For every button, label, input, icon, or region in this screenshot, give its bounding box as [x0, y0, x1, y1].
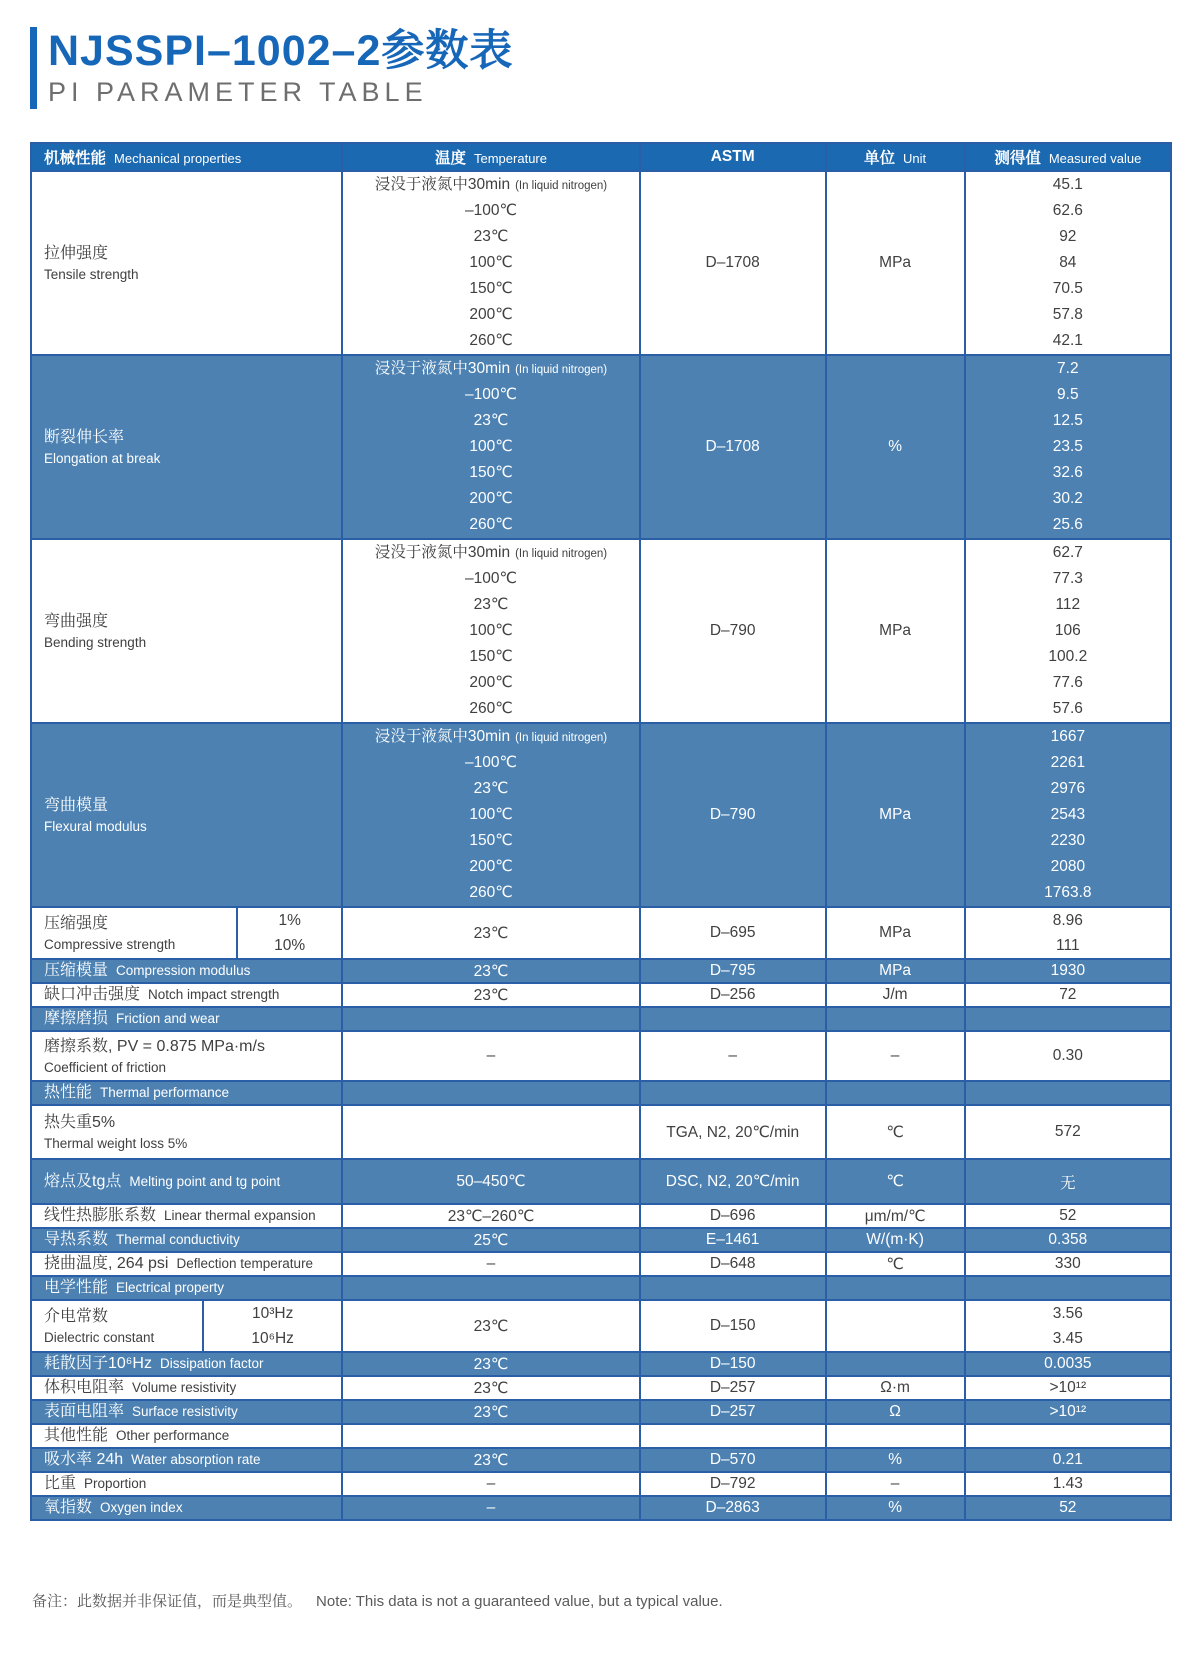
list-line: 10³Hz: [251, 1305, 294, 1322]
section-header-electrical: [31, 1276, 1171, 1300]
temperature-cell: 23℃: [342, 907, 640, 959]
temp-line: 23℃: [473, 412, 509, 429]
row-dissipation-factor: [31, 1352, 1171, 1376]
temperature-cell: [342, 171, 640, 355]
list-line: 2261: [1050, 754, 1086, 771]
unit-cell: %: [826, 1496, 965, 1520]
section-label: 其他性能 Other performance: [31, 1424, 342, 1448]
unit-cell: MPa: [826, 171, 965, 355]
temp-line: 150℃: [469, 648, 513, 665]
temperature-cell: 23℃: [342, 1300, 640, 1352]
temp-line: 150℃: [469, 280, 513, 297]
astm-cell: –: [640, 1031, 826, 1081]
list-line: 3.56: [1052, 1305, 1083, 1322]
unit-cell: ℃: [826, 1159, 965, 1204]
value-cell: [965, 1300, 1171, 1352]
list-line: 1763.8: [1044, 884, 1092, 901]
temperature-cell: 23℃: [342, 1448, 640, 1472]
temp-line-soak: 浸没于液氮中30min (In liquid nitrogen): [374, 728, 608, 745]
list-line: 7.2: [1057, 360, 1079, 377]
temp-line: 23℃: [473, 780, 509, 797]
astm-cell: D–257: [640, 1376, 826, 1400]
empty-cell: [640, 1424, 826, 1448]
property-cell: [31, 539, 342, 723]
temp-line: –100℃: [465, 570, 517, 587]
astm-cell: D–790: [640, 539, 826, 723]
row-elongation: [31, 355, 1171, 539]
value-cell: 572: [965, 1105, 1171, 1159]
row-water-absorption: [31, 1448, 1171, 1472]
unit-cell: ℃: [826, 1252, 965, 1276]
astm-cell: D–257: [640, 1400, 826, 1424]
value-cell: [965, 171, 1171, 355]
footer-note-zh: 备注：此数据并非保证值，而是典型值。: [32, 1593, 303, 1610]
empty-cell: [342, 1276, 640, 1300]
col-mechanical-en: Mechanical properties: [114, 151, 242, 166]
value-cell: 330: [965, 1252, 1171, 1276]
value-cell: [965, 355, 1171, 539]
temperature-cell: [342, 1105, 640, 1159]
empty-cell: [826, 1081, 965, 1105]
property-cell: 表面电阻率 Surface resistivity: [31, 1400, 342, 1424]
temp-line: –100℃: [465, 386, 517, 403]
property-label-zh: 压缩强度: [44, 914, 109, 932]
property-label-en: Dielectric constant: [44, 1329, 155, 1345]
unit-cell: –: [826, 1031, 965, 1081]
empty-cell: [965, 1424, 1171, 1448]
value-cell: 52: [965, 1496, 1171, 1520]
list-line: 62.6: [1052, 202, 1083, 219]
list-line: 2080: [1050, 858, 1086, 875]
value-cell: 0.21: [965, 1448, 1171, 1472]
property-cell: [31, 1300, 342, 1352]
temp-line: –100℃: [465, 754, 517, 771]
section-label: 热性能 Thermal performance: [31, 1081, 342, 1105]
temperature-cell: 23℃: [342, 1352, 640, 1376]
empty-cell: [342, 1007, 640, 1031]
value-cell: [965, 723, 1171, 907]
property-label: [32, 1301, 202, 1351]
footer-note: [32, 1590, 723, 1611]
astm-cell: D–150: [640, 1300, 826, 1352]
temperature-cell: 23℃: [342, 1376, 640, 1400]
list-line: 45.1: [1052, 176, 1083, 193]
row-compression-modulus: [31, 959, 1171, 983]
list-line: 9.5: [1057, 386, 1079, 403]
row-coefficient-friction: [31, 1031, 1171, 1081]
col-measured-en: Measured value: [1048, 151, 1142, 166]
temperature-cell: [342, 539, 640, 723]
title-block: [48, 27, 513, 109]
astm-cell: D–150: [640, 1352, 826, 1376]
row-compressive-strength: [31, 907, 1171, 959]
temp-line: 200℃: [469, 674, 513, 691]
property-label-en: Elongation at break: [44, 450, 161, 466]
list-line: 77.3: [1052, 570, 1083, 587]
astm-cell: D–790: [640, 723, 826, 907]
astm-cell: E–1461: [640, 1228, 826, 1252]
astm-cell: D–648: [640, 1252, 826, 1276]
temp-line: 260℃: [469, 516, 513, 533]
value-cell: >10¹²: [965, 1376, 1171, 1400]
temp-line-soak: 浸没于液氮中30min (In liquid nitrogen): [374, 544, 608, 561]
list-line: 2230: [1050, 832, 1086, 849]
astm-cell: D–256: [640, 983, 826, 1007]
temp-line: 260℃: [469, 700, 513, 717]
page-header: [30, 27, 513, 109]
list-line: 77.6: [1052, 674, 1083, 691]
property-label-zh: 磨擦系数, PV = 0.875 MPa·m/s: [44, 1037, 265, 1055]
temp-line-soak: 浸没于液氮中30min (In liquid nitrogen): [374, 360, 608, 377]
property-label-zh: 断裂伸长率: [44, 428, 125, 446]
property-label-zh: 拉伸强度: [44, 244, 109, 262]
value-cell: 52: [965, 1204, 1171, 1228]
property-cell: [31, 171, 342, 355]
list-line: 12.5: [1052, 412, 1083, 429]
property-cell: 线性热膨胀系数 Linear thermal expansion: [31, 1204, 342, 1228]
temp-line: 200℃: [469, 490, 513, 507]
unit-cell: %: [826, 355, 965, 539]
astm-cell: D–1708: [640, 171, 826, 355]
property-label-zh: 弯曲模量: [44, 796, 109, 814]
temperature-cell: 23℃–260℃: [342, 1204, 640, 1228]
temperature-cell: 50–450℃: [342, 1159, 640, 1204]
property-cell: [31, 907, 342, 959]
property-cell: 氧指数 Oxygen index: [31, 1496, 342, 1520]
property-cell: 挠曲温度, 264 psi Deflection temperature: [31, 1252, 342, 1276]
temp-line: 23℃: [473, 596, 509, 613]
property-label-zh: 热失重5%: [44, 1113, 116, 1131]
row-proportion: [31, 1472, 1171, 1496]
value-cell: >10¹²: [965, 1400, 1171, 1424]
col-header-astm: [640, 143, 826, 171]
empty-cell: [826, 1276, 965, 1300]
empty-cell: [826, 1424, 965, 1448]
list-line: 1667: [1050, 728, 1086, 745]
list-line: 112: [1055, 596, 1081, 613]
property-label-en: Coefficient of friction: [44, 1059, 167, 1075]
property-cell: 压缩模量 Compression modulus: [31, 959, 342, 983]
property-cell: [31, 1031, 342, 1081]
property-label-en: Compressive strength: [44, 936, 176, 952]
property-cell: 熔点及tg点 Melting point and tg point: [31, 1159, 342, 1204]
section-header-other: [31, 1424, 1171, 1448]
empty-cell: [342, 1081, 640, 1105]
temperature-cell: –: [342, 1472, 640, 1496]
temperature-cell: 25℃: [342, 1228, 640, 1252]
list-line: 25.6: [1052, 516, 1083, 533]
astm-cell: DSC, N2, 20℃/min: [640, 1159, 826, 1204]
unit-cell: Ω: [826, 1400, 965, 1424]
row-thermal-conductivity: [31, 1228, 1171, 1252]
property-cell: 体积电阻率 Volume resistivity: [31, 1376, 342, 1400]
empty-cell: [640, 1081, 826, 1105]
temp-line: 100℃: [469, 622, 513, 639]
temp-line: –100℃: [465, 202, 517, 219]
row-bending-strength: [31, 539, 1171, 723]
footer-note-en: Note: This data is not a guaranteed value, but a typical value.: [316, 1593, 723, 1610]
temp-line: 200℃: [469, 306, 513, 323]
page-title: NJSSPI–1002–2参数表: [48, 27, 514, 75]
list-line: 2543: [1050, 806, 1086, 823]
property-cell: 缺口冲击强度 Notch impact strength: [31, 983, 342, 1007]
temp-line: 100℃: [469, 438, 513, 455]
property-cell: 导热系数 Thermal conductivity: [31, 1228, 342, 1252]
section-label: 电学性能 Electrical property: [31, 1276, 342, 1300]
list-line: 30.2: [1052, 490, 1083, 507]
value-cell: 72: [965, 983, 1171, 1007]
unit-cell: MPa: [826, 539, 965, 723]
temp-line-soak: 浸没于液氮中30min (In liquid nitrogen): [374, 176, 608, 193]
empty-cell: [640, 1276, 826, 1300]
section-header-thermal: [31, 1081, 1171, 1105]
property-label-en: Thermal weight loss 5%: [44, 1135, 188, 1151]
unit-cell: Ω·m: [826, 1376, 965, 1400]
list-line: 23.5: [1052, 438, 1083, 455]
value-cell: 0.30: [965, 1031, 1171, 1081]
unit-cell: –: [826, 1472, 965, 1496]
property-label-en: Bending strength: [44, 634, 147, 650]
empty-cell: [826, 1007, 965, 1031]
row-flexural-modulus: [31, 723, 1171, 907]
strain-levels: [236, 908, 341, 958]
col-header-unit: [826, 143, 965, 171]
row-linear-expansion: [31, 1204, 1171, 1228]
list-line: 3.45: [1052, 1330, 1083, 1347]
list-line: 106: [1054, 622, 1081, 639]
parameter-table: [30, 142, 1172, 1521]
title-accent-bar: [30, 27, 37, 109]
list-line: 92: [1059, 228, 1077, 245]
property-label-en: Tensile strength: [44, 266, 139, 282]
row-oxygen-index: [31, 1496, 1171, 1520]
property-label-zh: 弯曲强度: [44, 612, 109, 630]
unit-cell: W/(m·K): [826, 1228, 965, 1252]
col-astm-label: ASTM: [710, 148, 755, 165]
astm-cell: TGA, N2, 20℃/min: [640, 1105, 826, 1159]
list-line: 8.96: [1052, 912, 1083, 929]
list-line: 100.2: [1048, 648, 1088, 665]
list-line: 10⁶Hz: [251, 1330, 294, 1347]
property-cell: [31, 723, 342, 907]
list-line: 10%: [274, 937, 306, 954]
row-volume-resistivity: [31, 1376, 1171, 1400]
property-label-en: Flexural modulus: [44, 818, 147, 834]
property-cell: [31, 1105, 342, 1159]
temp-line: 100℃: [469, 806, 513, 823]
list-line: 32.6: [1052, 464, 1083, 481]
property-label-zh: 介电常数: [44, 1307, 109, 1325]
temp-line: 150℃: [469, 464, 513, 481]
empty-cell: [965, 1276, 1171, 1300]
col-header-mechanical: [31, 143, 342, 171]
unit-cell: ℃: [826, 1105, 965, 1159]
list-line: 2976: [1050, 780, 1086, 797]
col-temperature-en: Temperature: [474, 151, 547, 166]
row-tensile-strength: [31, 171, 1171, 355]
col-temperature-zh: 温度: [434, 150, 466, 167]
value-cell: [965, 907, 1171, 959]
temp-line: 23℃: [473, 228, 509, 245]
col-header-measured: [965, 143, 1171, 171]
astm-cell: D–696: [640, 1204, 826, 1228]
col-measured-zh: 测得值: [994, 150, 1041, 167]
temp-line: 200℃: [469, 858, 513, 875]
temperature-cell: [342, 355, 640, 539]
empty-cell: [342, 1424, 640, 1448]
unit-cell: MPa: [826, 723, 965, 907]
unit-cell: [826, 1300, 965, 1352]
astm-cell: D–795: [640, 959, 826, 983]
unit-cell: [826, 1352, 965, 1376]
unit-cell: J/m: [826, 983, 965, 1007]
property-cell: [31, 355, 342, 539]
astm-cell: D–792: [640, 1472, 826, 1496]
astm-cell: D–2863: [640, 1496, 826, 1520]
row-dielectric-constant: [31, 1300, 1171, 1352]
empty-cell: [965, 1081, 1171, 1105]
list-line: 57.6: [1052, 700, 1083, 717]
list-line: 42.1: [1052, 332, 1083, 349]
value-cell: 无: [965, 1159, 1171, 1204]
property-cell: 耗散因子10⁶Hz Dissipation factor: [31, 1352, 342, 1376]
temperature-cell: –: [342, 1252, 640, 1276]
col-header-temperature: [342, 143, 640, 171]
row-melting-point: [31, 1159, 1171, 1204]
list-line: 57.8: [1052, 306, 1083, 323]
col-unit-zh: 单位: [864, 150, 896, 167]
temperature-cell: 23℃: [342, 983, 640, 1007]
row-notch-impact: [31, 983, 1171, 1007]
row-deflection-temperature: [31, 1252, 1171, 1276]
astm-cell: D–695: [640, 907, 826, 959]
unit-cell: MPa: [826, 959, 965, 983]
value-cell: [965, 539, 1171, 723]
temp-line: 260℃: [469, 884, 513, 901]
astm-cell: D–1708: [640, 355, 826, 539]
temp-line: 260℃: [469, 332, 513, 349]
table-header-row: [31, 143, 1171, 171]
temperature-cell: [342, 723, 640, 907]
row-surface-resistivity: [31, 1400, 1171, 1424]
section-header-friction: [31, 1007, 1171, 1031]
col-mechanical-zh: 机械性能: [44, 150, 107, 167]
page-subtitle: PI PARAMETER TABLE: [48, 77, 428, 107]
temperature-cell: 23℃: [342, 1400, 640, 1424]
list-line: 70.5: [1052, 280, 1083, 297]
temp-line: 100℃: [469, 254, 513, 271]
value-cell: 0.0035: [965, 1352, 1171, 1376]
property-cell: 比重 Proportion: [31, 1472, 342, 1496]
empty-cell: [965, 1007, 1171, 1031]
property-cell: 吸水率 24h Water absorption rate: [31, 1448, 342, 1472]
row-weight-loss: [31, 1105, 1171, 1159]
property-label: [32, 908, 236, 958]
value-cell: 0.358: [965, 1228, 1171, 1252]
temperature-cell: 23℃: [342, 959, 640, 983]
section-label: 摩擦磨损 Friction and wear: [31, 1007, 342, 1031]
temperature-cell: –: [342, 1031, 640, 1081]
unit-cell: MPa: [826, 907, 965, 959]
temperature-cell: –: [342, 1496, 640, 1520]
empty-cell: [640, 1007, 826, 1031]
temp-line: 150℃: [469, 832, 513, 849]
col-unit-en: Unit: [903, 151, 927, 166]
list-line: 84: [1059, 254, 1077, 271]
value-cell: 1.43: [965, 1472, 1171, 1496]
list-line: 62.7: [1052, 544, 1083, 561]
list-line: 1%: [278, 912, 301, 929]
list-line: 111: [1056, 937, 1080, 954]
value-cell: 1930: [965, 959, 1171, 983]
unit-cell: μm/m/℃: [826, 1204, 965, 1228]
frequency-levels: [202, 1301, 341, 1351]
unit-cell: %: [826, 1448, 965, 1472]
astm-cell: D–570: [640, 1448, 826, 1472]
